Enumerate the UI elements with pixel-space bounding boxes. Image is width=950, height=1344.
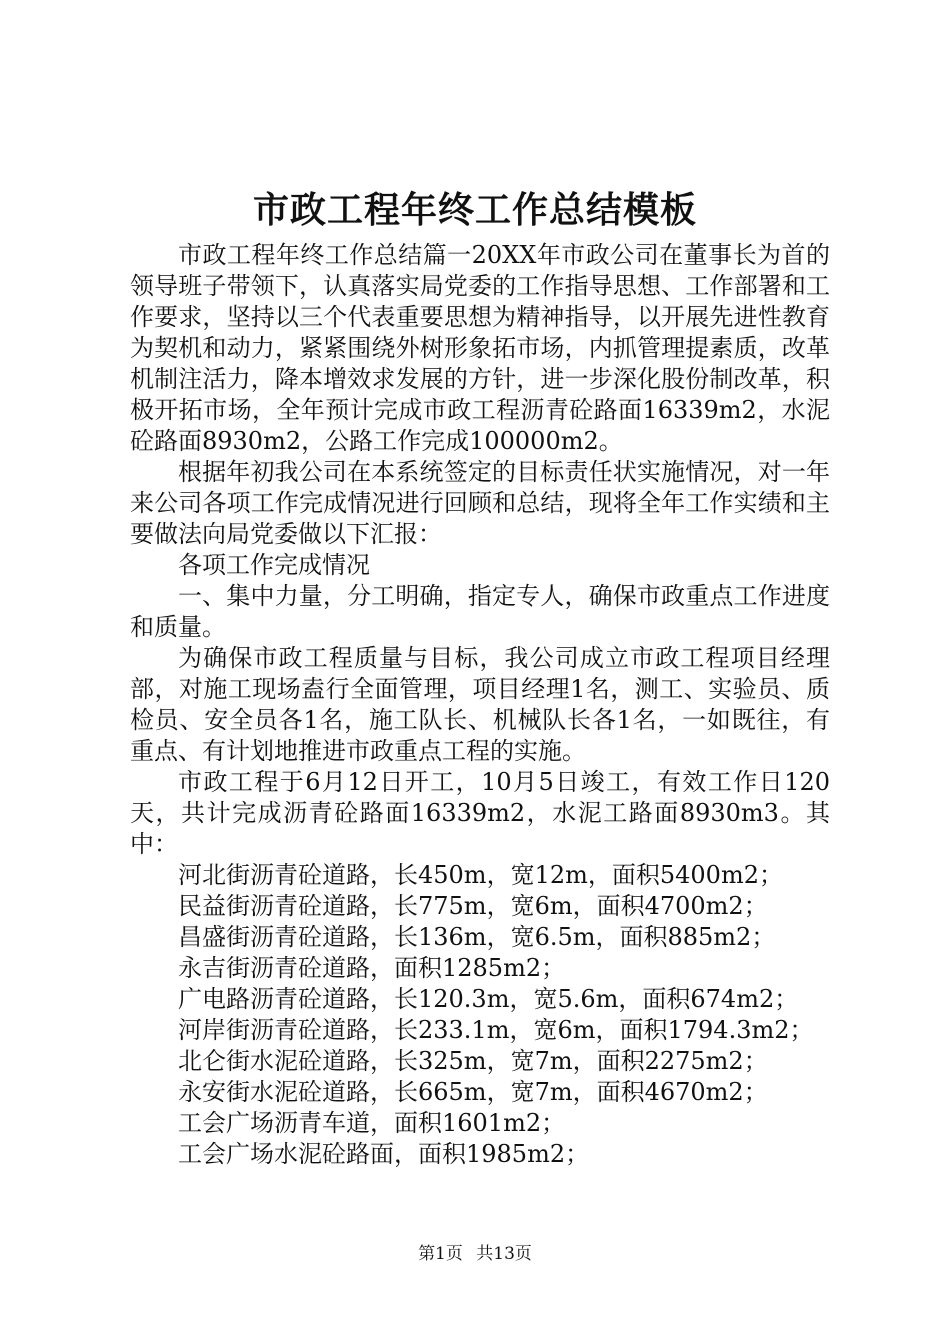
page-title: 市政工程年终工作总结模板 [252,189,697,231]
list-item: 民益街沥青砼道路，长775m，宽6m，面积4700m2； [178,892,768,920]
list-item: 永安街水泥砼道路，长665m，宽7m，面积4670m2； [178,1078,768,1106]
paragraph: 根据年初我公司在本系统签定的目标责任状实施情况，对一年来公司各项工作完成情况进行回顾和总结，现将全年工作实绩和主要做法向局党委做以下汇报： [130,458,830,548]
paragraph: 一、集中力量，分工明确，指定专人，确保市政重点工作进度和质量。 [130,582,830,641]
paragraph: 市政工程于6月12日开工，10月5日竣工，有效工作日120天，共计完成沥青砼路面16339m2，水泥工路面8930m3。其中： [130,768,830,858]
list-item: 昌盛街沥青砼道路，长136m，宽6.5m，面积885m2； [178,923,776,951]
list-item: 河北街沥青砼道路，长450m，宽12m，面积5400m2； [178,861,783,889]
list-item: 北仑街水泥砼道路，长325m，宽7m，面积2275m2； [178,1047,768,1075]
list-item: 广电路沥青砼道路，长120.3m，宽5.6m，面积674m2； [178,985,799,1013]
page-number: 第1页 [418,1244,463,1264]
list-item: 永吉街沥青砼道路，面积1285m2； [178,954,566,982]
paragraph: 为确保市政工程质量与目标，我公司成立市政工程项目经理部，对施工现场盍行全面管理，项目经理1名，测工、实验员、质检员、安全员各1名，施工队长、机械队长各1名，一如既往，有重点、有计划地推进市政重点工程的实施。 [130,644,830,765]
paragraph: 各项工作完成情况 [178,551,370,579]
document-body [130,240,830,1170]
page-total: 共13页 [476,1244,532,1264]
list-item: 工会广场沥青车道，面积1601m2； [178,1109,566,1137]
paragraph: 市政工程年终工作总结篇一20XX年市政公司在董事长为首的领导班子带领下，认真落实局党委的工作指导思想、工作部署和工作要求，坚持以三个代表重要思想为精神指导，以开展先进性教育为契机和动力，紧紧围绕外树形象拓市场，内抓管理提素质，改革机制注活力，降本增效求发展的方针，进一步深化股份制改革，积极开拓市场，全年预计完成市政工程沥青砼路面16339m2，水泥砼路面8930m2，公路工作完成100000m2。 [130,241,830,455]
list-item: 工会广场水泥砼路面，面积1985m2； [178,1140,590,1168]
list-item: 河岸街沥青砼道路，长233.1m，宽6m，面积1794.3m2； [178,1016,814,1044]
page-footer [0,1242,950,1266]
